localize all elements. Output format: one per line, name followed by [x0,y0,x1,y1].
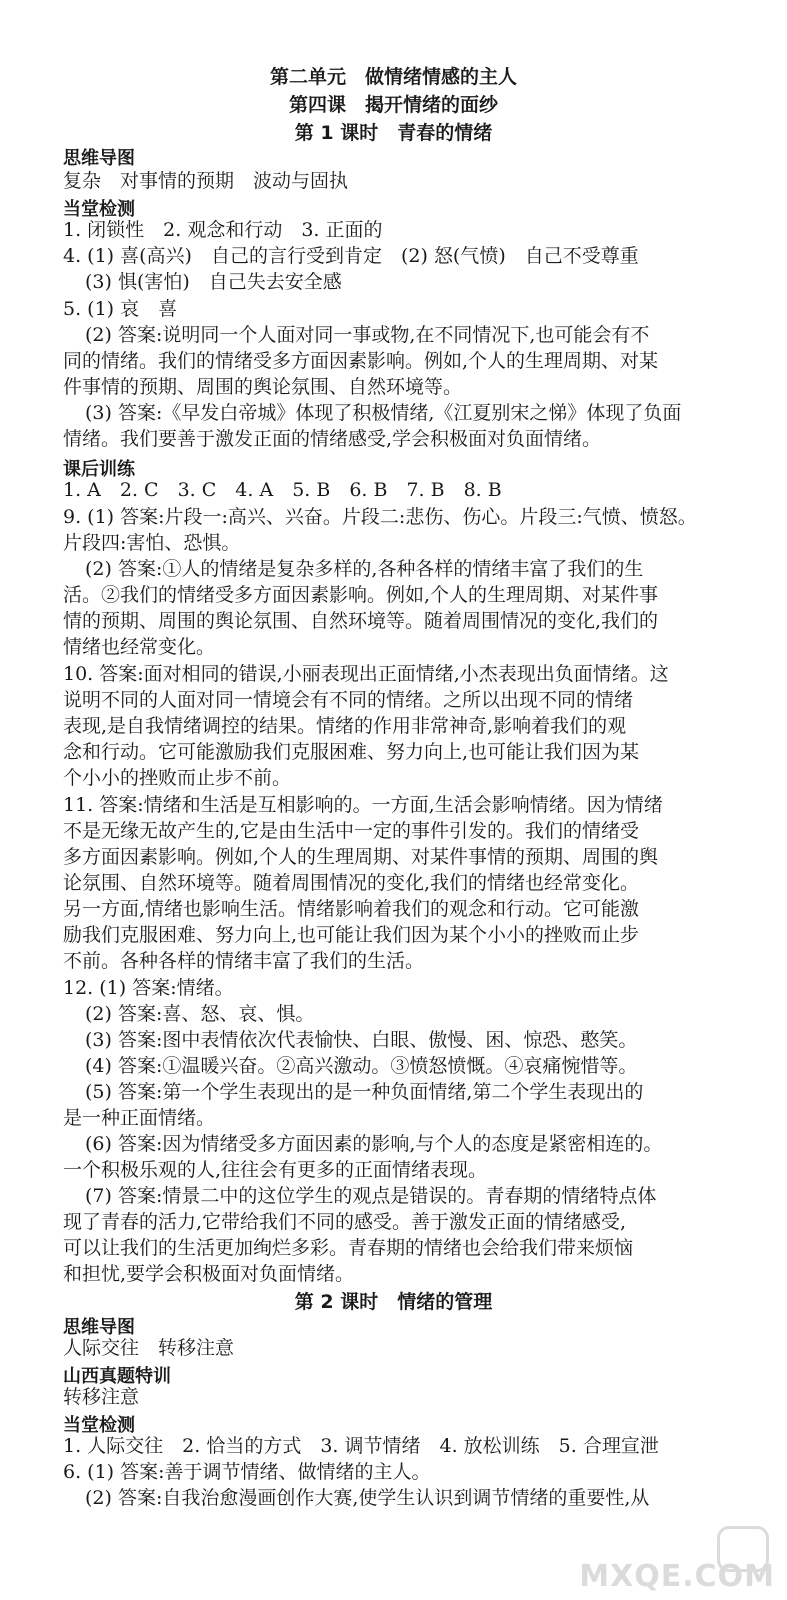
answer-line: (2) 答案:自我治愈漫画创作大赛,使学生认识到调节情绪的重要性,从 [85,1487,650,1509]
unit-title: 第二单元 做情绪情感的主人 [269,66,517,88]
answer-line: 10. 答案:面对相同的错误,小丽表现出正面情绪,小杰表现出负面情绪。这 [63,663,669,685]
answer-line: 一个积极乐观的人,往往会有更多的正面情绪表现。 [63,1159,488,1181]
section-heading-classcheck: 当堂检测 [63,199,135,220]
answer-line: 表现,是自我情绪调控的结果。情绪的作用非常神奇,影响着我们的观 [63,715,627,737]
answer-line: (2) 答案:说明同一个人面对同一事或物,在不同情况下,也可能会有不 [85,324,650,346]
answer-line: 说明不同的人面对同一情境会有不同的情绪。之所以出现不同的情绪 [63,689,634,711]
section-heading-classcheck-2: 当堂检测 [63,1415,135,1436]
answer-line: (3) 惧(害怕) 自己失去安全感 [85,271,342,293]
mindmap-answers: 复杂 对事情的预期 波动与固执 [63,170,349,192]
answer-line: (7) 答案:情景二中的这位学生的观点是错误的。青春期的情绪特点体 [85,1185,657,1207]
answer-line: 4. (1) 喜(高兴) 自己的言行受到肯定 (2) 怒(气愤) 自己不受尊重 [63,245,639,267]
answer-line: 5. (1) 哀 喜 [63,298,178,320]
answer-line: (5) 答案:第一个学生表现出的是一种负面情绪,第二个学生表现出的 [85,1081,644,1103]
answer-line: 可以让我们的生活更加绚烂多彩。青春期的情绪也会给我们带来烦恼 [63,1237,634,1259]
answer-line: 同的情绪。我们的情绪受多方面因素影响。例如,个人的生理周期、对某 [63,350,659,372]
period1-title: 第 1 课时 青春的情绪 [294,122,493,144]
mindmap-answers-2: 人际交往 转移注意 [63,1337,235,1359]
answer-line: 件事情的预期、周围的舆论氛围、自然环境等。 [63,376,463,398]
answer-line: (6) 答案:因为情绪受多方面因素的影响,与个人的态度是紧密相连的。 [85,1133,663,1155]
period2-title: 第 2 课时 情绪的管理 [294,1291,493,1313]
lesson-title: 第四课 揭开情绪的面纱 [288,94,498,116]
answer-line: 是一种正面情绪。 [63,1107,216,1129]
answer-line: 励我们克服困难、努力向上,也可能让我们因为某个小小的挫败而止步 [63,924,640,946]
section-heading-shanxi: 山西真题特训 [63,1366,171,1387]
answer-line: (4) 答案:①温暖兴奋。②高兴激动。③愤怒愤慨。④哀痛惋惜等。 [85,1055,638,1077]
answer-line: 6. (1) 答案:善于调节情绪、做情绪的主人。 [63,1461,431,1483]
answer-line: 和担忧,要学会积极面对负面情绪。 [63,1263,355,1285]
watermark-text: MXQE.COM [579,1559,775,1594]
answer-line: 个小小的挫败而止步不前。 [63,767,292,789]
answer-line: (3) 答案:《早发白帝城》体现了积极情绪,《江夏别宋之悌》体现了负面 [85,402,682,424]
answer-line: (3) 答案:图中表情依次代表愉快、白眼、傲慢、困、惊恐、憨笑。 [85,1029,638,1051]
section-heading-afterclass: 课后训练 [63,459,135,480]
answer-line: 论氛围、自然环境等。随着周围情况的变化,我们的情绪也经常变化。 [63,872,640,894]
answer-line: 12. (1) 答案:情绪。 [63,977,234,999]
answer-line: 1. 人际交往 2. 恰当的方式 3. 调节情绪 4. 放松训练 5. 合理宣泄 [63,1435,659,1457]
answer-line: (2) 答案:喜、怒、哀、惧。 [85,1003,315,1025]
answer-line: (2) 答案:①人的情绪是复杂多样的,各种各样的情绪丰富了我们的生 [85,558,644,580]
answer-line: 情绪。我们要善于激发正面的情绪感受,学会积极面对负面情绪。 [63,428,602,450]
section-heading-mindmap: 思维导图 [63,148,135,169]
answer-line: 9. (1) 答案:片段一:高兴、兴奋。片段二:悲伤、伤心。片段三:气愤、愤怒。 [63,506,697,528]
answer-line: 另一方面,情绪也影响生活。情绪影响着我们的观念和行动。它可能激 [63,898,640,920]
answer-line: 11. 答案:情绪和生活是互相影响的。一方面,生活会影响情绪。因为情绪 [63,794,663,816]
answer-line: 情绪也经常变化。 [63,636,216,658]
shanxi-answer: 转移注意 [63,1386,140,1408]
answer-line: 念和行动。它可能激励我们克服困难、努力向上,也可能让我们因为某 [63,741,640,763]
answer-line: 1. A 2. C 3. C 4. A 5. B 6. B 7. B 8. B [63,479,502,501]
answer-line: 现了青春的活力,它带给我们不同的感受。善于激发正面的情绪感受, [63,1211,627,1233]
answer-line: 片段四:害怕、恐惧。 [63,532,241,554]
answer-line: 不前。各种各样的情绪丰富了我们的生活。 [63,950,425,972]
answer-line: 不是无缘无故产生的,它是由生活中一定的事件引发的。我们的情绪受 [63,820,640,842]
section-heading-mindmap-2: 思维导图 [63,1317,135,1338]
answer-line: 活。②我们的情绪受多方面因素影响。例如,个人的生理周期、对某件事 [63,584,659,606]
watermark-logo [579,1524,779,1594]
answer-line: 情的预期、周围的舆论氛围、自然环境等。随着周围情况的变化,我们的 [63,610,659,632]
answer-line: 1. 闭锁性 2. 观念和行动 3. 正面的 [63,219,383,241]
answer-line: 多方面因素影响。例如,个人的生理周期、对某件事情的预期、周围的舆 [63,846,659,868]
